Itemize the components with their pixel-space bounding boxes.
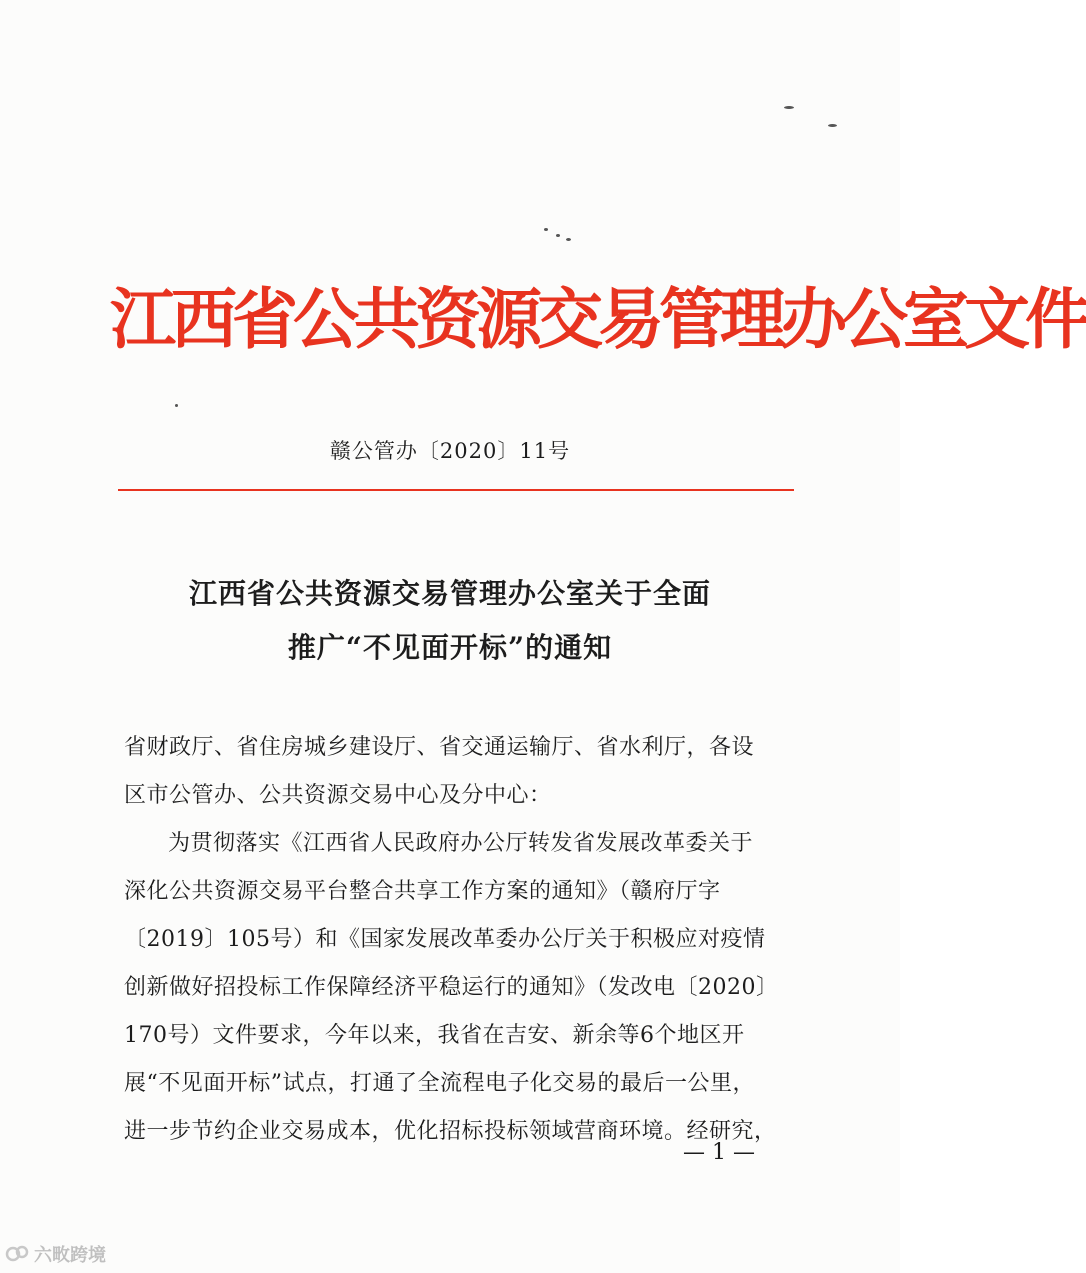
- scan-speck: [828, 124, 837, 127]
- red-divider-line: [118, 489, 794, 491]
- scan-speck: [544, 228, 548, 231]
- scan-speck: [566, 238, 571, 241]
- body-line: 省财政厅、省住房城乡建设厅、省交通运输厅、省水利厅，各设: [124, 735, 755, 760]
- watermark: [6, 1241, 106, 1267]
- watermark-text: 六畋跨境: [34, 1245, 106, 1266]
- scan-speck: [556, 234, 560, 237]
- body-line: 创新做好招投标工作保障经济平稳运行的通知》（发改电〔2020〕: [124, 975, 779, 1000]
- scan-speck: [175, 404, 178, 407]
- document-number: 赣公管办〔2020〕11号: [329, 439, 571, 463]
- notice-title-line-2: 推广“不见面开标”的通知: [287, 631, 613, 664]
- body-line: 〔2019〕105号）和《国家发展改革委办公厅关于积极应对疫情: [124, 927, 766, 952]
- body-line: 深化公共资源交易平台整合共享工作方案的通知》（赣府厅字: [124, 879, 721, 904]
- scan-speck: [784, 106, 794, 109]
- notice-title-line-1: 江西省公共资源交易管理办公室关于全面: [188, 577, 711, 610]
- document-header-title: 江西省公共资源交易管理办公室文件: [110, 281, 1086, 358]
- body-line: 展“不见面开标”试点，打通了全流程电子化交易的最后一公里，: [124, 1071, 755, 1096]
- body-line: 为贯彻落实《江西省人民政府办公厅转发省发展改革委关于: [168, 831, 754, 856]
- body-line: 进一步节约企业交易成本，优化招标投标领域营商环境。经研究，: [124, 1119, 777, 1144]
- body-line: 170号）文件要求，今年以来，我省在吉安、新余等6个地区开: [124, 1023, 745, 1048]
- body-line: 区市公管办、公共资源交易中心及分中心：: [124, 783, 552, 808]
- page-number: — 1 —: [683, 1140, 755, 1165]
- watermark-logo-icon: [6, 1244, 30, 1264]
